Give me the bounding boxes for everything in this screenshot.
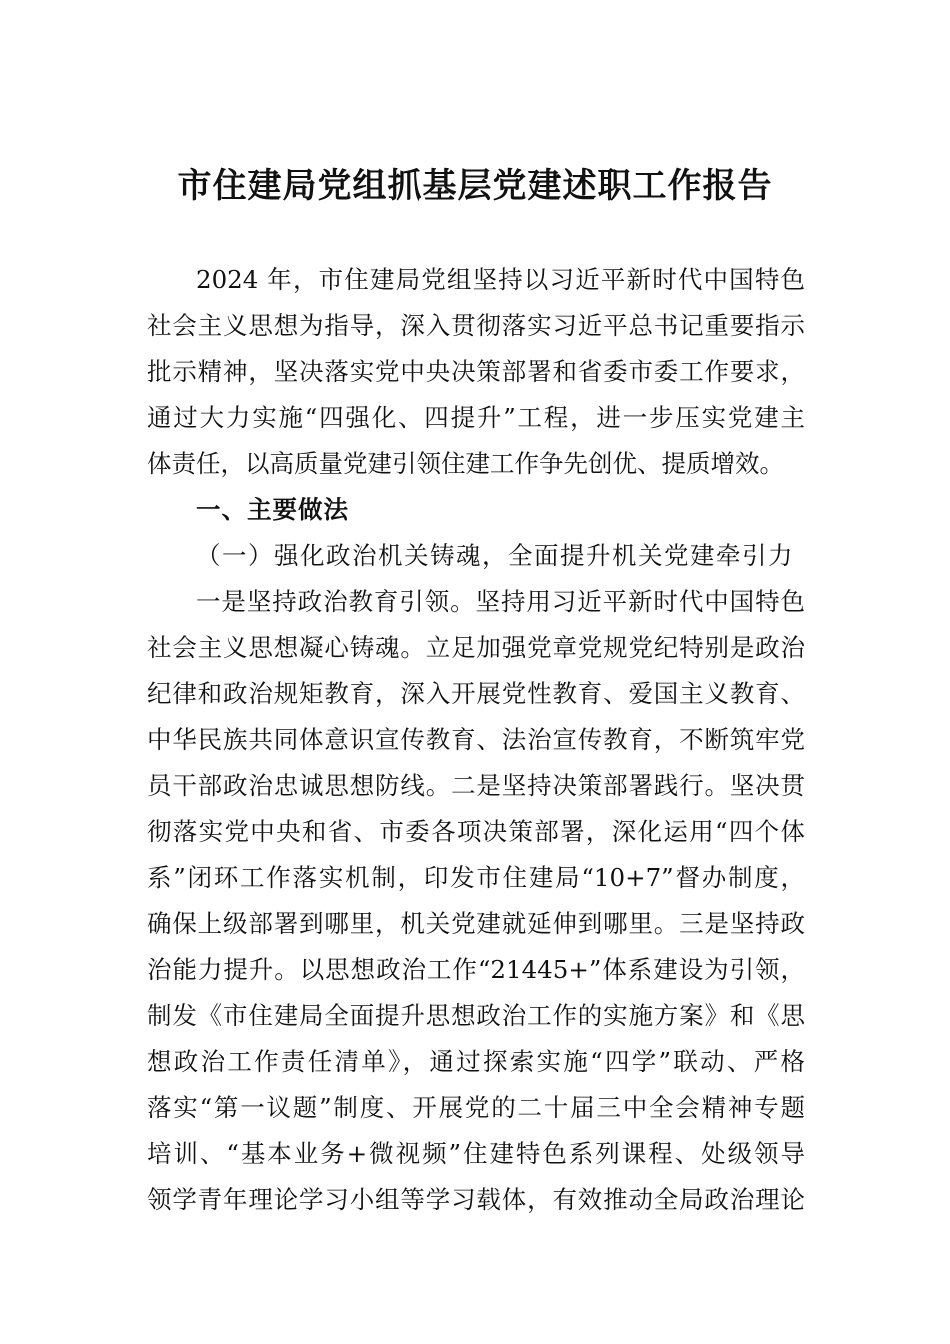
body-line: 中华民族共同体意识宣传教育、法治宣传教育，不断筑牢党	[147, 725, 805, 754]
intro-line: 批示精神，坚决落实党中央决策部署和省委市委工作要求，	[147, 357, 805, 386]
body-line: 员干部政治忠诚思想防线。二是坚持决策部署践行。坚决贯	[147, 771, 805, 800]
body-line: 纪律和政治规矩教育，深入开展党性教育、爱国主义教育、	[147, 679, 805, 708]
body-line: 培训、“基本业务+微视频”住建特色系列课程、处级领导	[147, 1139, 805, 1168]
subsection-heading: （一）强化政治机关铸魂，全面提升机关党建牵引力	[196, 541, 794, 570]
intro-line: 通过大力实施“四强化、四提升”工程，进一步压实党建主	[147, 403, 805, 432]
body-line: 彻落实党中央和省、市委各项决策部署，深化运用“四个体	[147, 817, 805, 846]
body-line: 落实“第一议题”制度、开展党的二十届三中全会精神专题	[147, 1093, 805, 1122]
body-line: 一是坚持政治教育引领。坚持用习近平新时代中国特色	[196, 587, 805, 616]
body-line: 社会主义思想凝心铸魂。立足加强党章党规党纪特别是政治	[147, 633, 805, 662]
body-line: 治能力提升。以思想政治工作“21445+”体系建设为引领，	[147, 955, 805, 984]
body-line: 想政治工作责任清单》，通过探索实施“四学”联动、严格	[147, 1047, 805, 1076]
intro-line: 体责任，以高质量党建引领住建工作争先创优、提质增效。	[147, 449, 784, 478]
body-line: 领学青年理论学习小组等学习载体，有效推动全局政治理论	[147, 1185, 805, 1214]
body-line: 制发《市住建局全面提升思想政治工作的实施方案》和《思	[147, 1001, 805, 1030]
intro-line: 社会主义思想为指导，深入贯彻落实习近平总书记重要指示	[147, 311, 805, 340]
section-heading: 一、主要做法	[196, 495, 349, 524]
document-title: 市住建局党组抓基层党建述职工作报告	[177, 166, 773, 206]
body-line: 系”闭环工作落实机制，印发市住建局“10+7”督办制度，	[147, 863, 805, 892]
intro-line: 2024 年，市住建局党组坚持以习近平新时代中国特色	[196, 265, 805, 294]
body-line: 确保上级部署到哪里，机关党建就延伸到哪里。三是坚持政	[147, 909, 805, 938]
